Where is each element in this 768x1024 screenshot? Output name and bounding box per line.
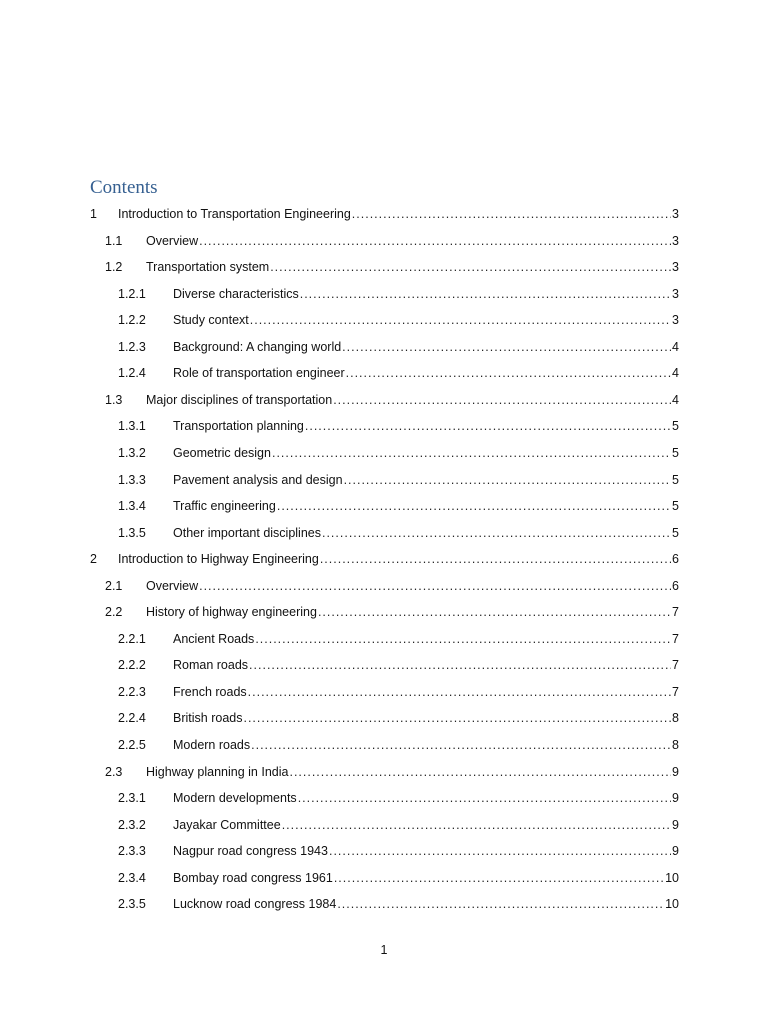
toc-leader-dots: [199, 233, 671, 249]
toc-entry-page: 8: [672, 738, 679, 752]
toc-leader-dots: [199, 578, 671, 594]
toc-entry-title: Role of transportation engineer: [173, 366, 345, 381]
toc-leader-dots: [342, 339, 671, 355]
toc-entry[interactable]: [105, 253, 679, 275]
toc-entry[interactable]: [118, 704, 679, 726]
toc-entry[interactable]: [105, 598, 679, 620]
toc-entry-title: Major disciplines of transportation: [146, 392, 333, 407]
toc-entry-number: 2.3.3: [118, 844, 146, 859]
toc-entry-title: Highway planning in India: [146, 764, 289, 779]
toc-entry-page: 8: [672, 711, 679, 726]
toc-leader-dots: [344, 472, 671, 488]
toc-entry-page: 3: [672, 286, 679, 301]
toc-leader-dots: [305, 418, 671, 434]
toc-entry-page: 9: [672, 817, 679, 832]
toc-leader-dots: [249, 657, 671, 673]
toc-entry-number: 2.2.1: [118, 631, 146, 646]
toc-entry-title: Roman roads: [173, 658, 249, 673]
toc-entry-title: Transportation system: [146, 260, 270, 275]
toc-entry-number: 1.3: [105, 392, 123, 407]
toc-entry-title: Overview: [146, 233, 199, 248]
toc-entry-page: 3: [672, 313, 679, 328]
toc-entry[interactable]: [118, 651, 679, 673]
toc-entry[interactable]: [118, 837, 679, 859]
toc-entry-title: Pavement analysis and design: [173, 472, 343, 487]
toc-entry-title: Modern roads: [173, 738, 251, 752]
toc-entry-page: 4: [672, 339, 679, 354]
toc-leader-dots: [329, 843, 671, 859]
toc-entry-page: 7: [672, 684, 679, 699]
toc-entry-page: 5: [672, 419, 679, 434]
toc-entry-page: 5: [672, 445, 679, 460]
toc-entry-title: Introduction to Highway Engineering: [118, 552, 319, 567]
toc-entry[interactable]: [90, 200, 679, 222]
toc-entry[interactable]: [105, 227, 679, 249]
toc-entry-title: Transportation planning: [173, 419, 304, 434]
toc-entry-title: Introduction to Transportation Engineering: [118, 207, 351, 221]
toc-entry-page: 7: [672, 605, 679, 620]
toc-entry-title: French roads: [173, 684, 247, 699]
toc-leader-dots: [352, 206, 671, 222]
toc-entry-number: 1.1: [105, 233, 123, 248]
toc-leader-dots: [270, 259, 671, 275]
toc-entry-title: History of highway engineering: [146, 605, 317, 620]
toc-entry[interactable]: [90, 545, 679, 567]
toc-leader-dots: [346, 365, 671, 381]
toc-entry[interactable]: [105, 572, 679, 594]
toc-entry[interactable]: [118, 784, 679, 806]
toc-entry-number: 2.2.2: [118, 658, 146, 673]
toc-entry-number: 1.2.3: [118, 339, 146, 354]
toc-entry[interactable]: [118, 731, 679, 753]
toc-entry[interactable]: [118, 678, 679, 700]
toc-entry[interactable]: [118, 306, 679, 328]
toc-leader-dots: [255, 631, 671, 647]
toc-entry-title: Nagpur road congress 1943: [173, 844, 328, 859]
toc-entry[interactable]: [105, 758, 679, 780]
toc-entry[interactable]: [118, 519, 679, 541]
toc-entry-number: 2.2.4: [118, 711, 146, 726]
toc-leader-dots: [282, 817, 671, 833]
toc-entry-page: 10: [665, 870, 679, 885]
toc-entry-title: Traffic engineering: [173, 499, 276, 514]
toc-leader-dots: [277, 498, 671, 514]
toc-entry[interactable]: [118, 492, 679, 514]
toc-leader-dots: [298, 790, 671, 806]
toc-entry-title: Background: A changing world: [173, 339, 342, 354]
toc-leader-dots: [333, 392, 671, 408]
toc-entry-number: 2.1: [105, 578, 123, 593]
toc-entry-number: 2.3.1: [118, 791, 146, 806]
toc-entry-title: Bombay road congress 1961: [173, 870, 333, 885]
toc-leader-dots: [248, 684, 671, 700]
toc-leader-dots: [300, 286, 671, 302]
toc-entry-number: 2.2.3: [118, 684, 146, 699]
toc-entry-page: 10: [665, 897, 679, 912]
toc-entry-number: 1.3.3: [118, 472, 146, 487]
toc-entry[interactable]: [118, 333, 679, 355]
toc-entry-title: Lucknow road congress 1984: [173, 897, 337, 912]
toc-entry-page: 5: [672, 499, 679, 514]
toc-entry-page: 9: [672, 764, 679, 779]
toc-entry-number: 1.2.1: [118, 286, 146, 301]
toc-entry-page: 7: [672, 658, 679, 673]
toc-entry-number: 1.2.2: [118, 313, 146, 328]
toc-entry-page: 9: [672, 844, 679, 859]
toc-entry[interactable]: [105, 386, 679, 408]
toc-entry[interactable]: [118, 890, 679, 912]
toc-entry-number: 1.3.1: [118, 419, 146, 434]
toc-entry-number: 1.3.2: [118, 445, 146, 460]
toc-leader-dots: [289, 764, 671, 780]
toc-entry-number: 2.3: [105, 764, 123, 779]
toc-entry-title: Other important disciplines: [173, 525, 321, 540]
toc-entry[interactable]: [118, 625, 679, 647]
toc-entry[interactable]: [118, 359, 679, 381]
toc-entry-number: 1.3.4: [118, 499, 146, 514]
toc-entry[interactable]: [118, 280, 679, 302]
toc-leader-dots: [320, 551, 671, 567]
toc-entry-number: 1.2.4: [118, 366, 146, 381]
toc-entry-number: 2.3.4: [118, 870, 146, 885]
toc-entry[interactable]: [118, 439, 679, 461]
toc-entry-page: 5: [672, 472, 679, 487]
toc-entry-title: Ancient Roads: [173, 631, 255, 646]
toc-entry-page: 4: [672, 366, 679, 381]
toc-entry-number: 2.3.2: [118, 817, 146, 832]
toc-entry-title: Geometric design: [173, 445, 271, 460]
toc-entry[interactable]: [118, 412, 679, 434]
toc-entry-page: 9: [672, 791, 679, 806]
toc-entry-number: 2.2: [105, 605, 123, 620]
toc-entry-number: 2.3.5: [118, 897, 146, 912]
toc-entry-number: 2.2.5: [118, 738, 146, 752]
toc-entry-title: Overview: [146, 578, 199, 593]
toc-leader-dots: [334, 870, 664, 886]
toc-leader-dots: [318, 604, 671, 620]
toc-entry-number: 1: [90, 207, 97, 221]
toc-entry-title: British roads: [173, 711, 243, 726]
toc-entry-title: Diverse characteristics: [173, 286, 299, 301]
toc-leader-dots: [251, 737, 671, 753]
toc-entry-page: 6: [672, 552, 679, 567]
toc-entry-number: 1.2: [105, 260, 123, 275]
toc-leader-dots: [250, 312, 671, 328]
toc-entry-title: Study context: [173, 313, 249, 328]
toc-entry[interactable]: [118, 466, 679, 488]
toc-entry[interactable]: [118, 811, 679, 833]
toc-entry-number: 1.3.5: [118, 525, 146, 540]
toc-leader-dots: [272, 445, 671, 461]
toc-entry-page: 5: [672, 525, 679, 540]
toc-entry-page: 3: [672, 233, 679, 248]
toc-entry-page: 7: [672, 631, 679, 646]
toc-entry-page: 3: [672, 260, 679, 275]
toc-entry-number: 2: [90, 552, 97, 567]
toc-entry-title: Jayakar Committee: [173, 817, 281, 832]
toc-entry-page: 4: [672, 392, 679, 407]
toc-entry-page: 6: [672, 578, 679, 593]
toc-entry[interactable]: [118, 864, 679, 886]
toc-title: Contents: [90, 177, 158, 198]
page-number: 1: [380, 943, 388, 957]
toc-leader-dots: [337, 896, 664, 912]
toc-leader-dots: [322, 525, 671, 541]
toc-leader-dots: [243, 710, 671, 726]
toc-entry-title: Modern developments: [173, 791, 297, 806]
toc-entry-page: 3: [672, 207, 679, 221]
